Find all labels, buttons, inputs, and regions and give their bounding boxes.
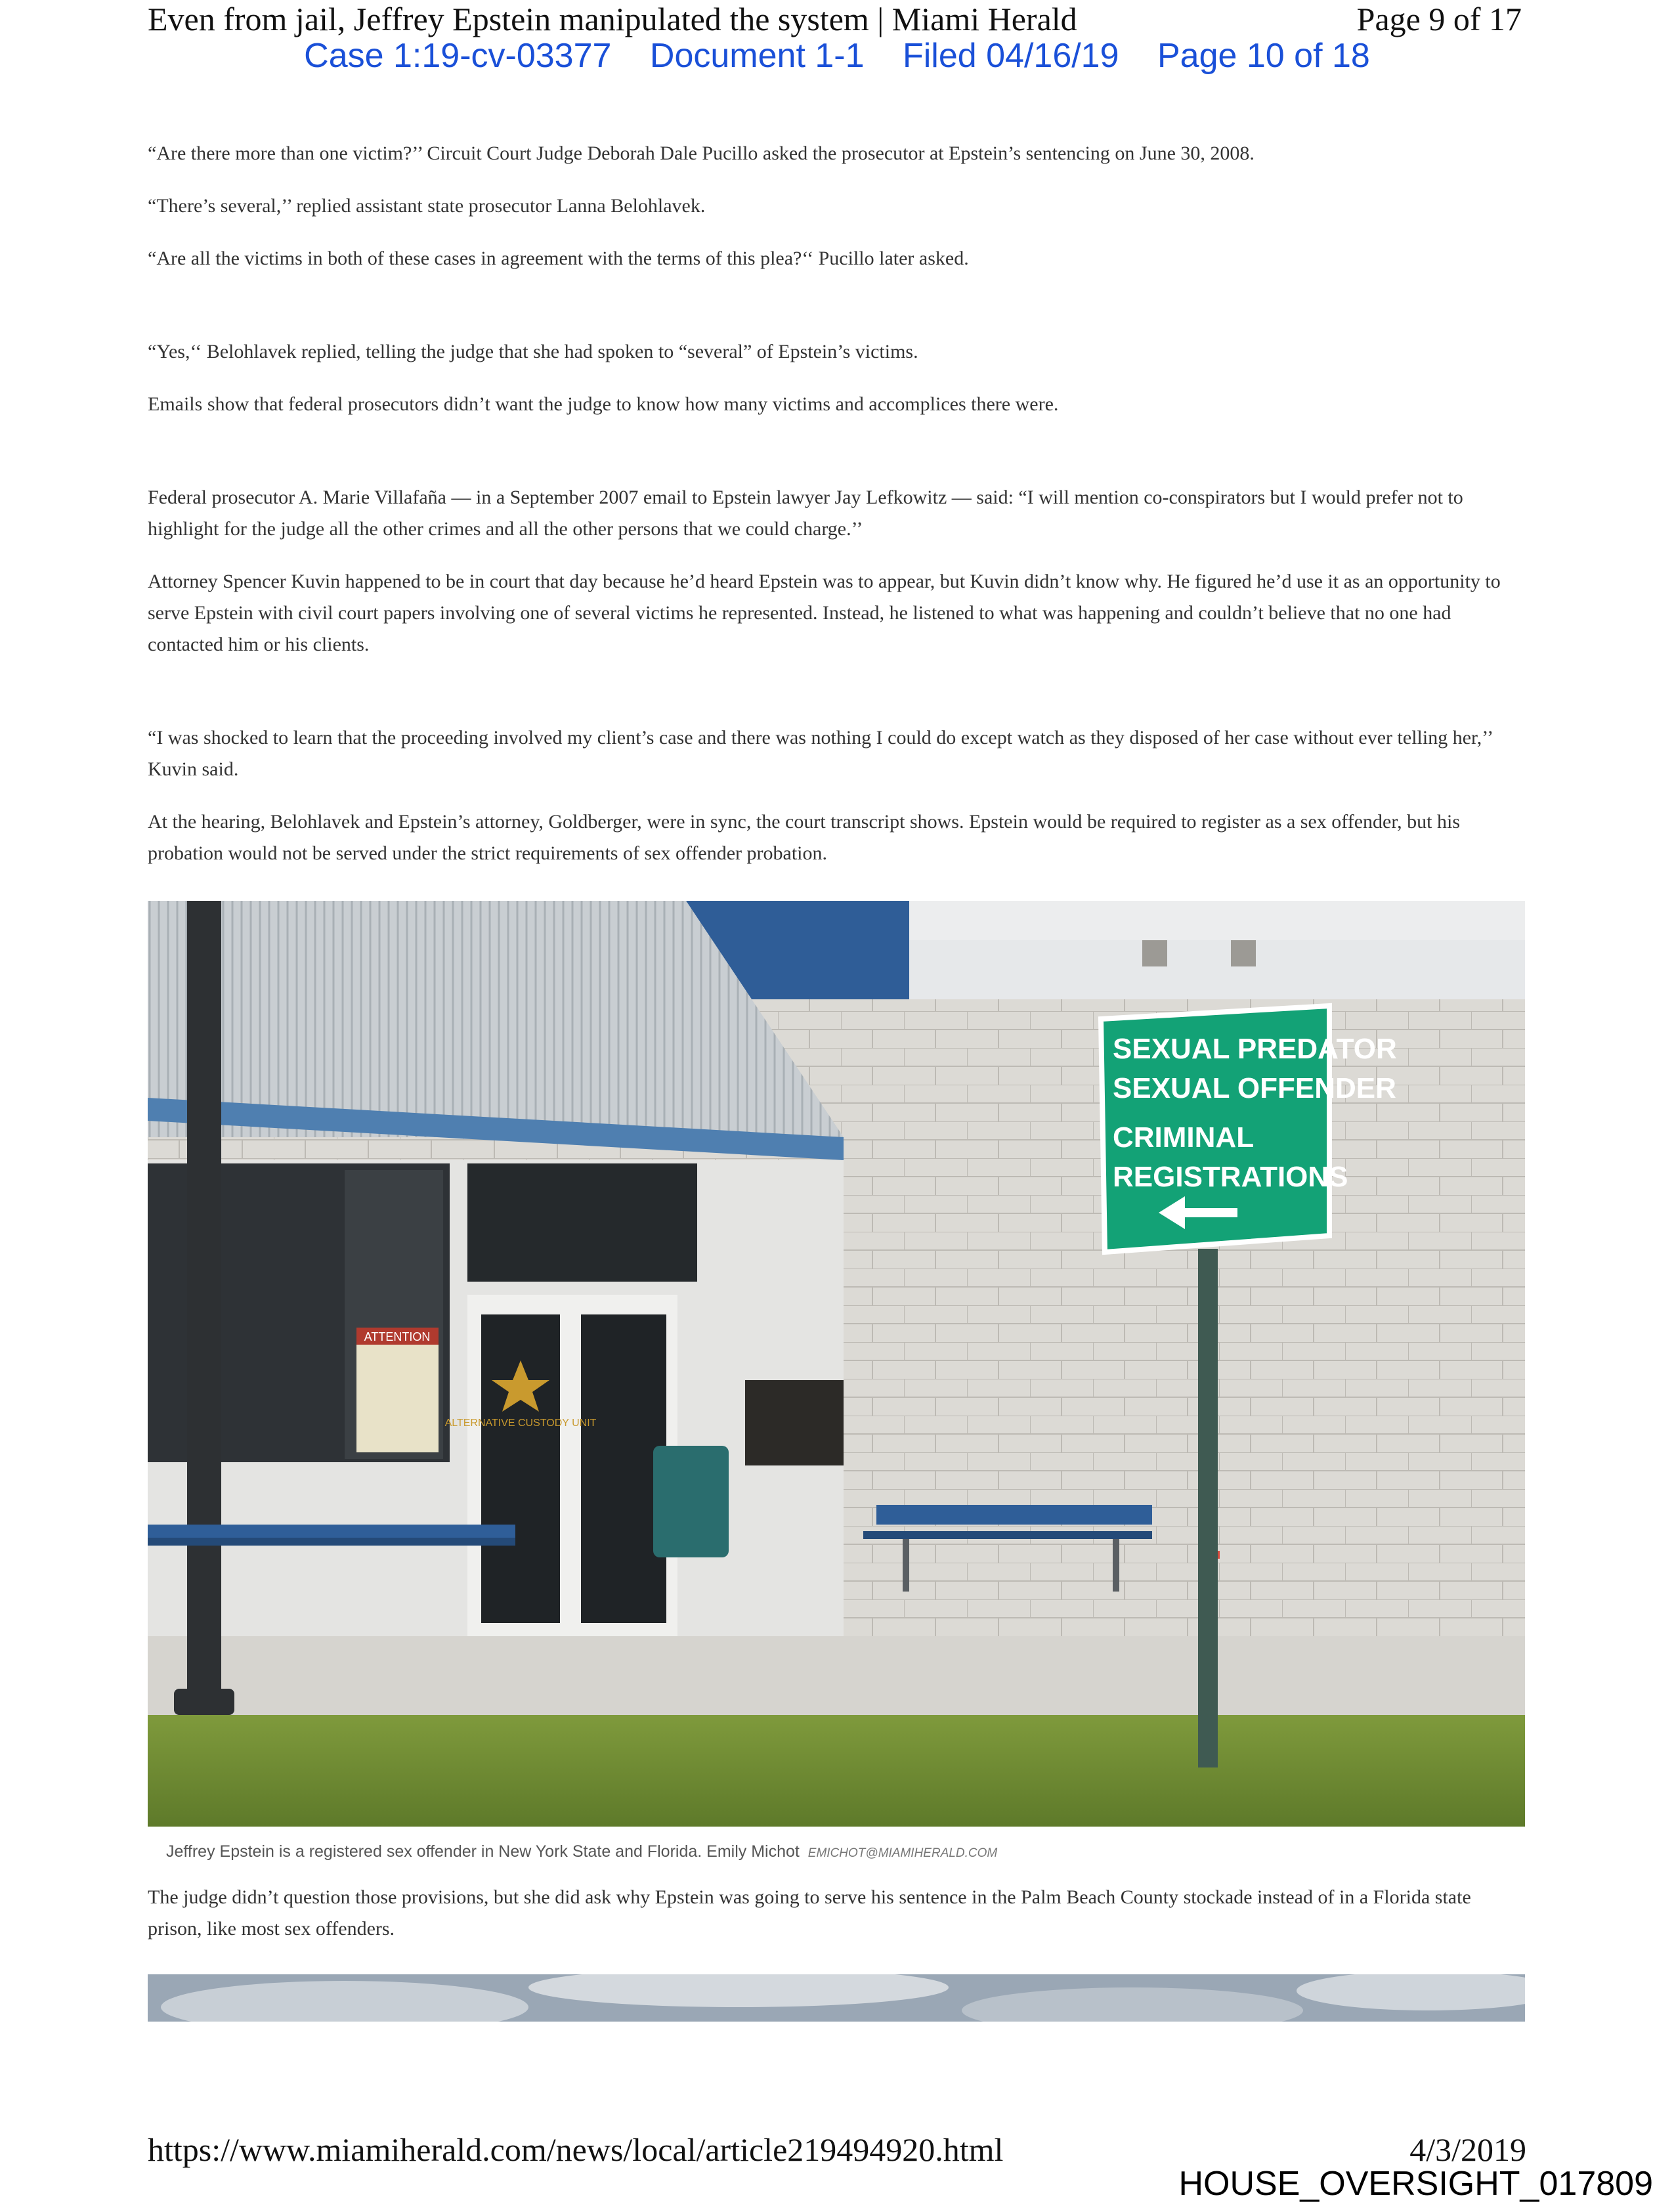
sign-line: REGISTRATIONS	[1113, 1161, 1348, 1193]
filed-date: Filed 04/16/19	[902, 37, 1119, 75]
article-paragraph: At the hearing, Belohlavek and Epstein’s attorney, Goldberger, were in sync, the court transcript shows. Epstein would be required to register as a sex offender, but his probation would not be served under the strict requirements of sex offender probation.	[148, 811, 1460, 864]
article-body	[148, 138, 1526, 890]
sign-line: CRIMINAL	[1113, 1121, 1254, 1154]
attention-sign-text: ATTENTION	[364, 1330, 431, 1343]
sign-line: SEXUAL PREDATOR	[1113, 1033, 1397, 1065]
photo-caption	[166, 1842, 997, 1861]
article-paragraph: “There’s several,’’ replied assistant state prosecutor Lanna Belohlavek.	[148, 195, 706, 217]
page-header-page-number: Page 9 of 17	[1356, 1, 1522, 37]
page-header-title: Even from jail, Jeffrey Epstein manipulated the system | Miami Herald	[148, 1, 1077, 37]
article-paragraph: Emails show that federal prosecutors didn’t want the judge to know how many victims and accomplices there were.	[148, 393, 1059, 415]
next-photo-strip	[148, 1974, 1525, 2022]
article-paragraph: Federal prosecutor A. Marie Villafaña — in a September 2007 email to Epstein lawyer Jay Lefkowitz — said: “I will mention co-conspirators but I would prefer not to highlight for the judge all the other crimes and all the other persons that we could charge.’’	[148, 487, 1463, 540]
document-number: Document 1-1	[649, 37, 865, 75]
stamp-page-number: Page 10 of 18	[1157, 37, 1370, 75]
article-paragraph: “I was shocked to learn that the proceeding involved my client’s case and there was nothing I could do except watch as they disposed of her case without ever telling her,’’ Kuvin said.	[148, 727, 1492, 780]
photo-credit: EMICHOT@MIAMIHERALD.COM	[807, 1846, 998, 1860]
door-decal-text: ALTERNATIVE CUSTODY UNIT	[444, 1418, 597, 1429]
article-paragraph: The judge didn’t question those provisions, but she did ask why Epstein was going to serve his sentence in the Palm Beach County stockade instead of in a Florida state prison, like most sex offenders.	[148, 1886, 1471, 1940]
case-number: Case 1:19-cv-03377	[304, 37, 612, 75]
article-paragraph: “Yes,‘‘ Belohlavek replied, telling the judge that she had spoken to “several” of Epstein’s victims.	[148, 341, 918, 362]
article-photo	[148, 901, 1525, 1827]
court-case-stamp	[0, 36, 1674, 76]
article-body-continued	[148, 1882, 1526, 1945]
footer-url: https://www.miamiherald.com/news/local/article219494920.html	[148, 2131, 1004, 2168]
article-paragraph: Attorney Spencer Kuvin happened to be in court that day because he’d heard Epstein was to appear, but Kuvin didn’t know why. He figured he’d use it as an opportunity to serve Epstein with civil court papers involving one of several victims he represented. Instead, he listened to what was happening and couldn’t believe that no one had contacted him or his clients.	[148, 571, 1501, 655]
footer-date: 4/3/2019	[1409, 2131, 1526, 2168]
article-paragraph: “Are there more than one victim?’’ Circuit Court Judge Deborah Dale Pucillo asked the prosecutor at Epstein’s sentencing on June 30, 2008.	[148, 142, 1255, 164]
caption-text: Jeffrey Epstein is a registered sex offender in New York State and Florida. Emily Michot	[166, 1842, 800, 1861]
article-paragraph: “Are all the victims in both of these cases in agreement with the terms of this plea?‘‘ Pucillo later asked.	[148, 248, 969, 269]
bates-number: HOUSE_OVERSIGHT_017809	[1178, 2165, 1653, 2203]
sign-line: SEXUAL OFFENDER	[1113, 1072, 1396, 1104]
